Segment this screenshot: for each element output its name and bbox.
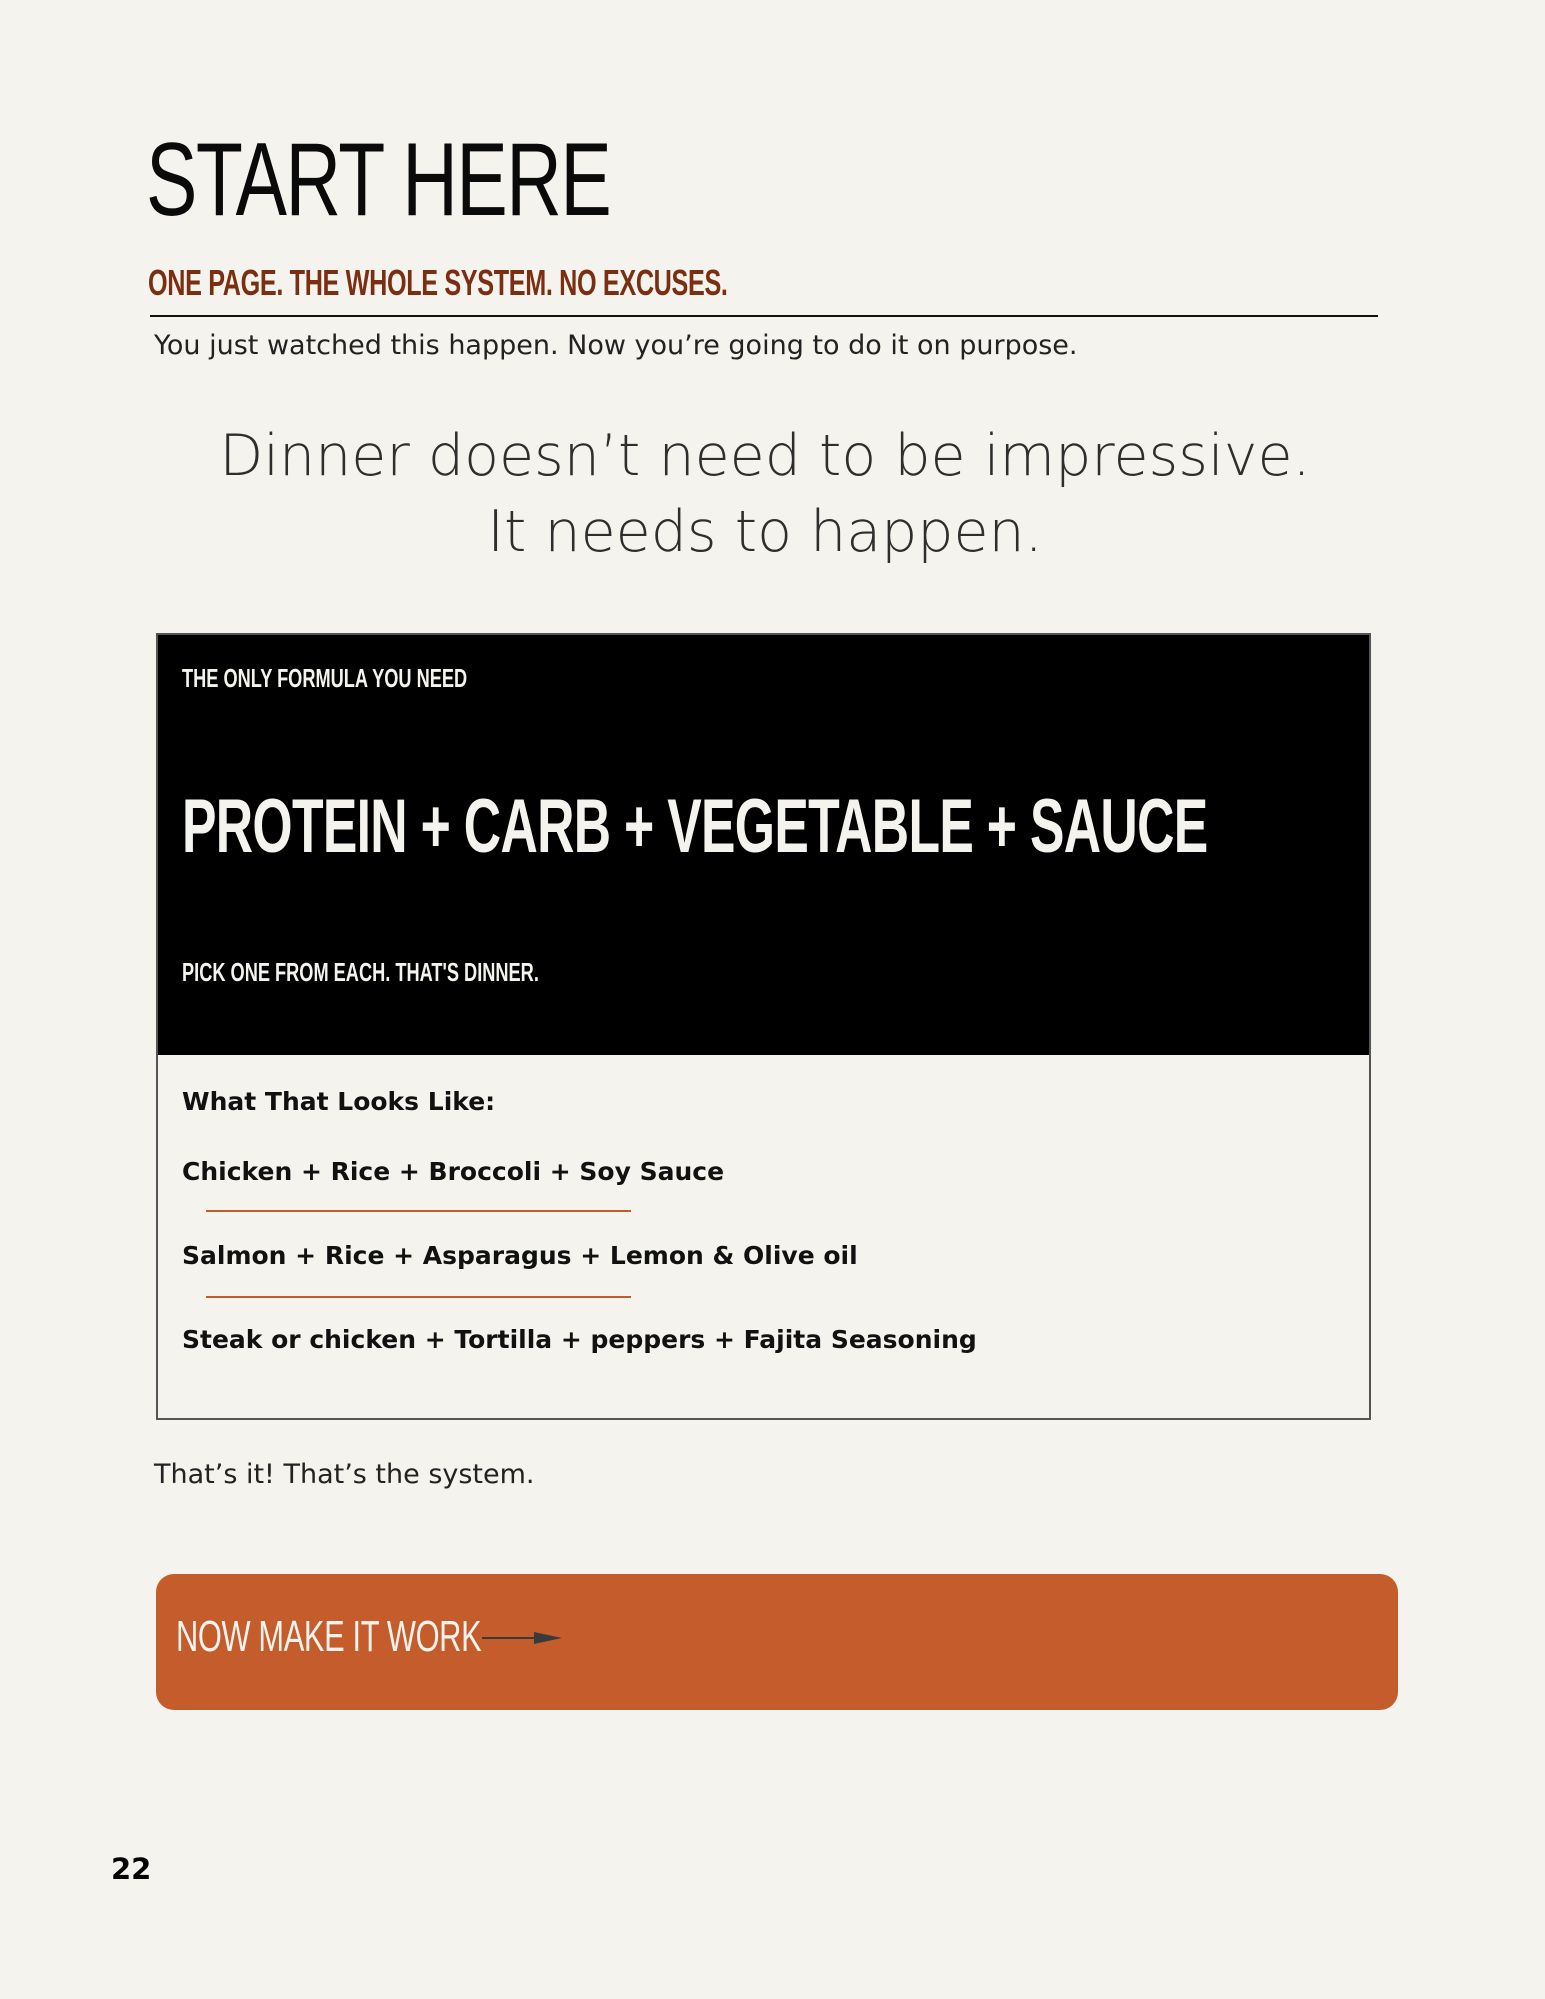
example-item: Salmon + Rice + Asparagus + Lemon & Olive oil (182, 1241, 858, 1270)
example-item: Chicken + Rice + Broccoli + Soy Sauce (182, 1157, 725, 1186)
examples-title: What That Looks Like: (182, 1087, 496, 1116)
title-divider (150, 315, 1378, 317)
example-divider (206, 1296, 631, 1298)
intro-text: You just watched this happen. Now you’re going to do it on purpose. (154, 330, 1078, 361)
page-subtitle: ONE PAGE. THE WHOLE SYSTEM. NO EXCUSES. (148, 262, 728, 303)
arrow-right-icon (482, 1628, 562, 1648)
tagline-line-1: Dinner doesn’t need to be impressive. (219, 423, 1311, 489)
formula-kicker: THE ONLY FORMULA YOU NEED (182, 663, 468, 693)
formula-card (156, 633, 1371, 1420)
formula-main: PROTEIN + CARB + VEGETABLE + SAUCE (182, 784, 1208, 869)
example-divider (206, 1210, 631, 1212)
formula-header-panel (158, 635, 1369, 1055)
formula-note: PICK ONE FROM EACH. THAT'S DINNER. (182, 957, 539, 987)
now-make-it-work-button[interactable] (156, 1574, 1398, 1710)
example-item: Steak or chicken + Tortilla + peppers + Fajita Seasoning (182, 1325, 977, 1354)
page-number: 22 (111, 1852, 152, 1886)
page-title: START HERE (146, 122, 611, 238)
closing-text: That’s it! That’s the system. (154, 1459, 535, 1490)
cta-label: NOW MAKE IT WORK (176, 1612, 482, 1661)
tagline-line-2: It needs to happen. (487, 499, 1043, 565)
tagline (0, 418, 1530, 570)
